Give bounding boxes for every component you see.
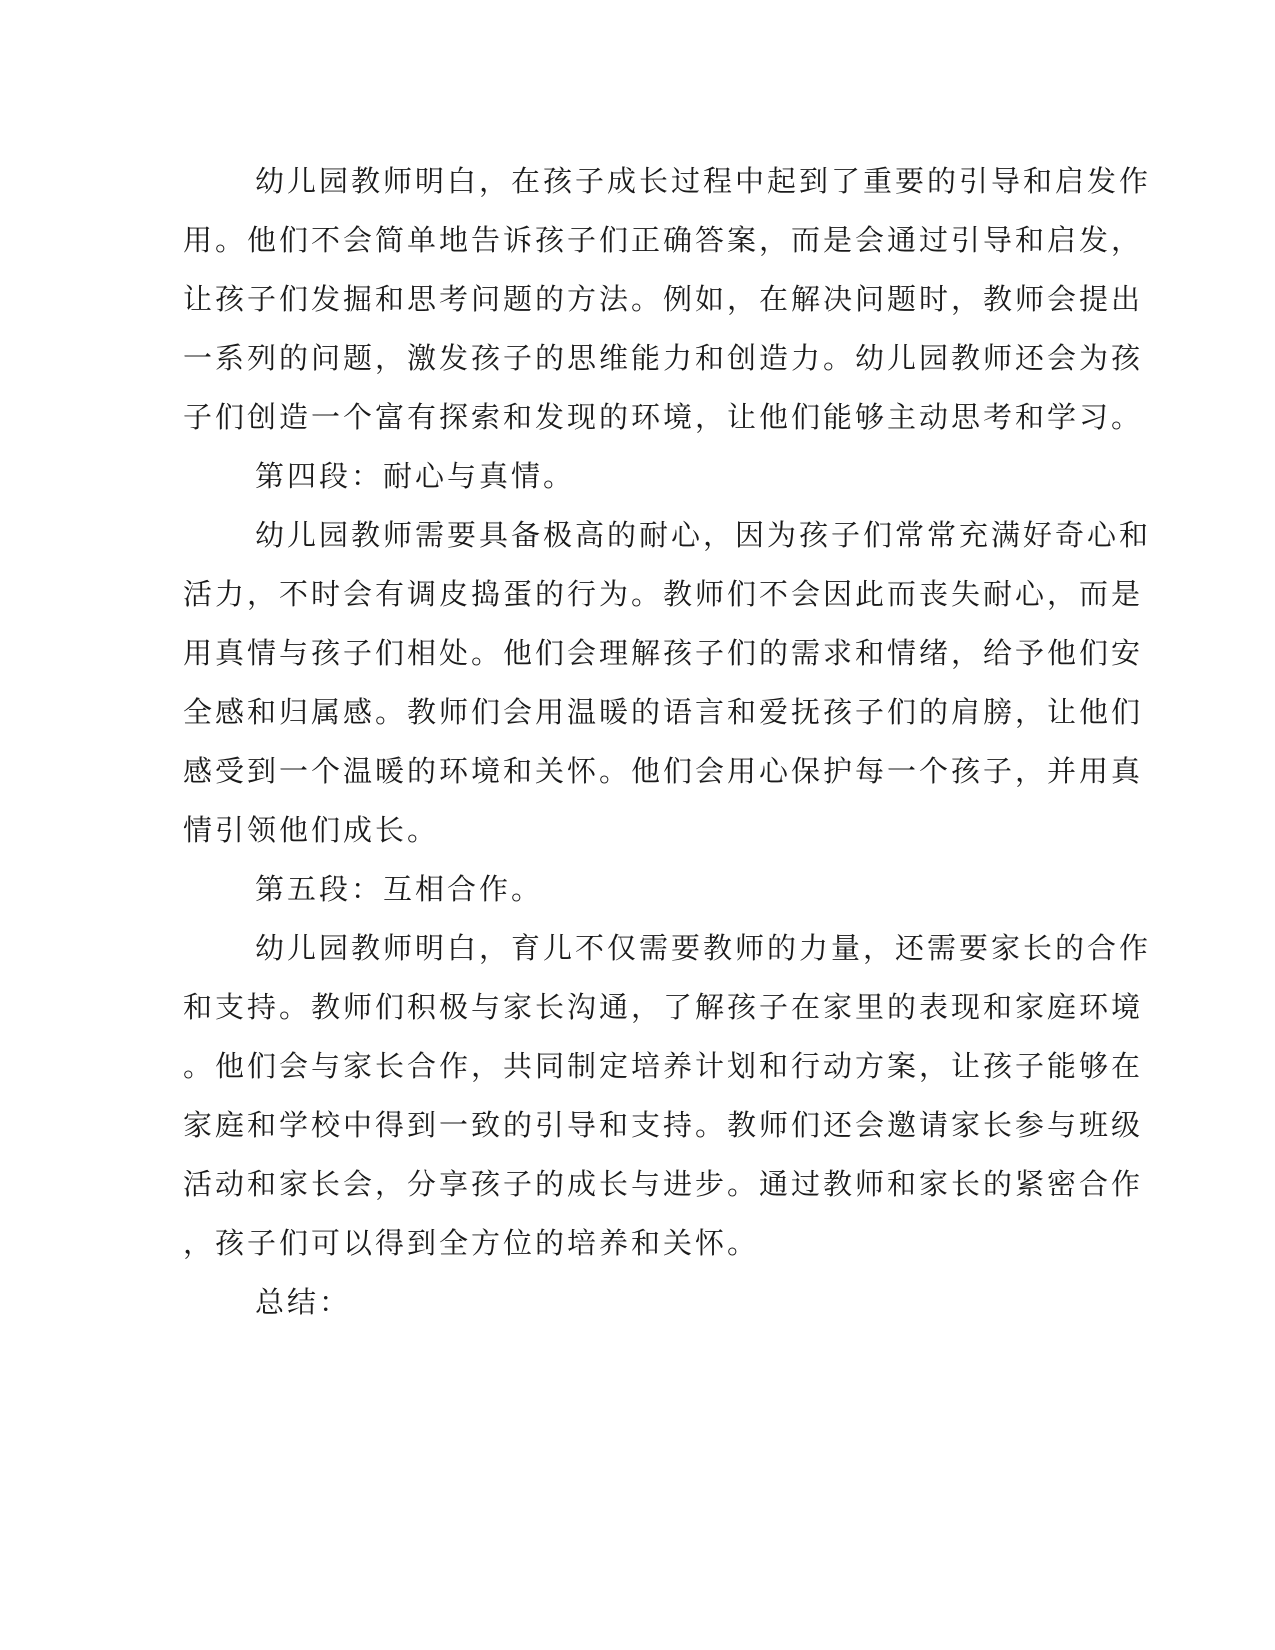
paragraph-line: 幼儿园教师明白，育儿不仅需要教师的力量，还需要家长的合作 <box>255 931 1152 965</box>
paragraph-line: 情引领他们成长。 <box>183 813 440 847</box>
section-heading-4: 第四段：耐心与真情。 <box>255 459 576 493</box>
summary-heading: 总结： <box>255 1285 352 1319</box>
section-heading-5: 第五段：互相合作。 <box>255 872 544 906</box>
paragraph-cooperation <box>183 919 1152 1273</box>
paragraph-line: 活动和家长会，分享孩子的成长与进步。通过教师和家长的紧密合作 <box>183 1167 1144 1201</box>
paragraph-line: 和支持。教师们积极与家长沟通，了解孩子在家里的表现和家庭环境 <box>183 990 1144 1024</box>
paragraph-patience <box>183 506 1152 860</box>
paragraph-line: 让孩子们发掘和思考问题的方法。例如，在解决问题时，教师会提出 <box>183 282 1144 316</box>
paragraph-line: 感受到一个温暖的环境和关怀。他们会用心保护每一个孩子，并用真 <box>183 754 1144 788</box>
document-body <box>183 152 1152 1332</box>
paragraph-line: ，孩子们可以得到全方位的培养和关怀。 <box>183 1226 760 1260</box>
paragraph-guidance <box>183 152 1152 447</box>
paragraph-line: 幼儿园教师需要具备极高的耐心，因为孩子们常常充满好奇心和 <box>255 518 1152 552</box>
paragraph-line: 用。他们不会简单地告诉孩子们正确答案，而是会通过引导和启发， <box>183 223 1144 257</box>
paragraph-line: 全感和归属感。教师们会用温暖的语言和爱抚孩子们的肩膀，让他们 <box>183 695 1144 729</box>
paragraph-line: 活力，不时会有调皮捣蛋的行为。教师们不会因此而丧失耐心，而是 <box>183 577 1144 611</box>
paragraph-line: 幼儿园教师明白，在孩子成长过程中起到了重要的引导和启发作 <box>255 164 1152 198</box>
paragraph-line: 子们创造一个富有探索和发现的环境，让他们能够主动思考和学习。 <box>183 400 1144 434</box>
paragraph-line: 一系列的问题，激发孩子的思维能力和创造力。幼儿园教师还会为孩 <box>183 341 1144 375</box>
paragraph-line: 用真情与孩子们相处。他们会理解孩子们的需求和情绪，给予他们安 <box>183 636 1144 670</box>
paragraph-line: 。他们会与家长合作，共同制定培养计划和行动方案，让孩子能够在 <box>183 1049 1144 1083</box>
paragraph-line: 家庭和学校中得到一致的引导和支持。教师们还会邀请家长参与班级 <box>183 1108 1144 1142</box>
